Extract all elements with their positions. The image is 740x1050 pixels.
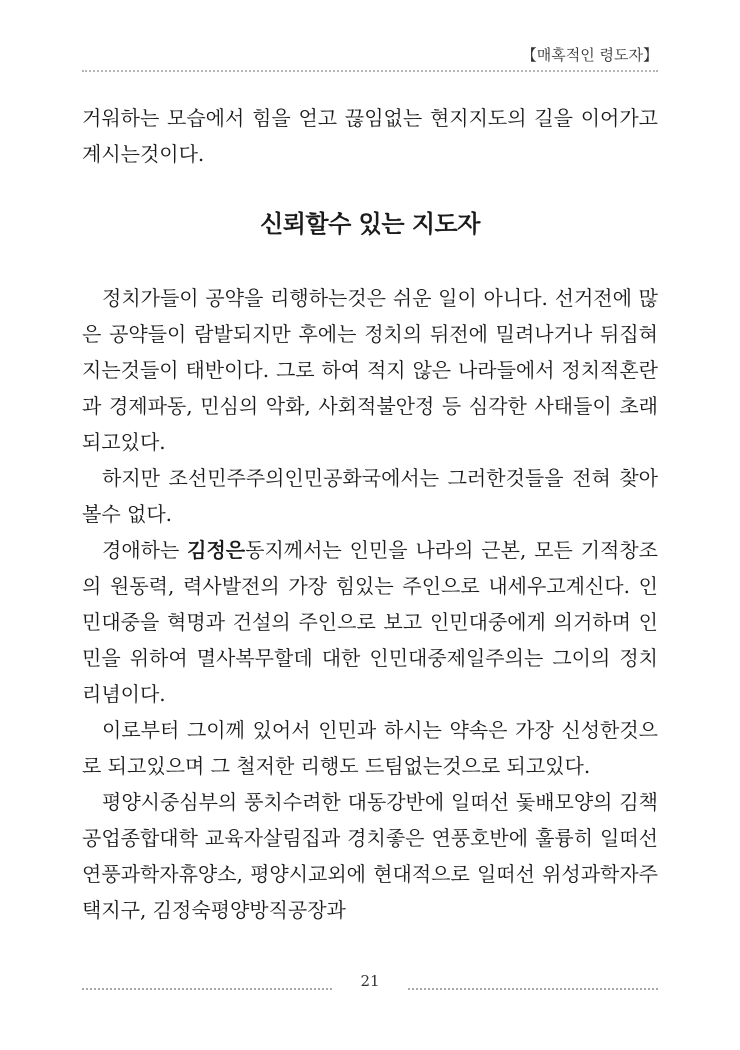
body-paragraph: 정치가들이 공약을 리행하는것은 쉬운 일이 아니다. 선거전에 많은 공약들이 람발되지만 후에는 정치의 뒤전에 밀려나거나 뒤집혀지는것들이 태반이다. 그로 하여 적지 않은 나라들에서 정치적혼란과 경제파동, 민심의 악화, 사회적불안정 등 심각한 사태들이 초래되고있다. [82, 286, 658, 454]
leader-paragraph-rest: 동지께서는 인민을 나라의 근본, 모든 기적창조의 원동력, 력사발전의 가장 힘있는 주인으로 내세우고계신다. 인민대중을 혁명과 건설의 주인으로 보고 인민대중에게 의거하며 인민을 위하여 멸사복무할데 대한 인민대중제일주의는 그이의 정치리념이다. [82, 538, 658, 706]
body-paragraph: 평양시중심부의 풍치수려한 대동강반에 일떠선 돛배모양의 김책공업종합대학 교육자살림집과 경치좋은 연풍호반에 훌륭히 일떠선 연풍과학자휴양소, 평양시교외에 현대적으로 일떠선 위성과학자주택지구, 김정숙평양방직공장과 [82, 790, 658, 922]
continuation-text-block [82, 100, 658, 172]
body-paragraph: 하지만 조선민주주의인민공화국에서는 그러한것들을 전혀 찾아볼수 없다. [82, 466, 658, 526]
continuation-paragraph: 거워하는 모습에서 힘을 얻고 끊임없는 현지지도의 길을 이어가고계시는것이다. [82, 106, 658, 166]
running-header: 【매혹적인 령도자】 [521, 46, 658, 64]
footer-ornament-right [408, 988, 658, 990]
leader-paragraph [82, 532, 658, 712]
section-title: 신뢰할수 있는 지도자 [260, 210, 480, 238]
main-text-block [82, 280, 658, 928]
body-paragraph: 이로부터 그이께 있어서 인민과 하시는 약속은 가장 신성한것으로 되고있으며 그 철저한 리행도 드팀없는것으로 되고있다. [82, 718, 658, 778]
page-footer [82, 972, 658, 1002]
header-divider [82, 70, 658, 72]
leader-paragraph-lead: 경애하는 [102, 538, 188, 562]
leader-name: 김정은 [187, 538, 246, 562]
page-number: 21 [360, 972, 380, 990]
